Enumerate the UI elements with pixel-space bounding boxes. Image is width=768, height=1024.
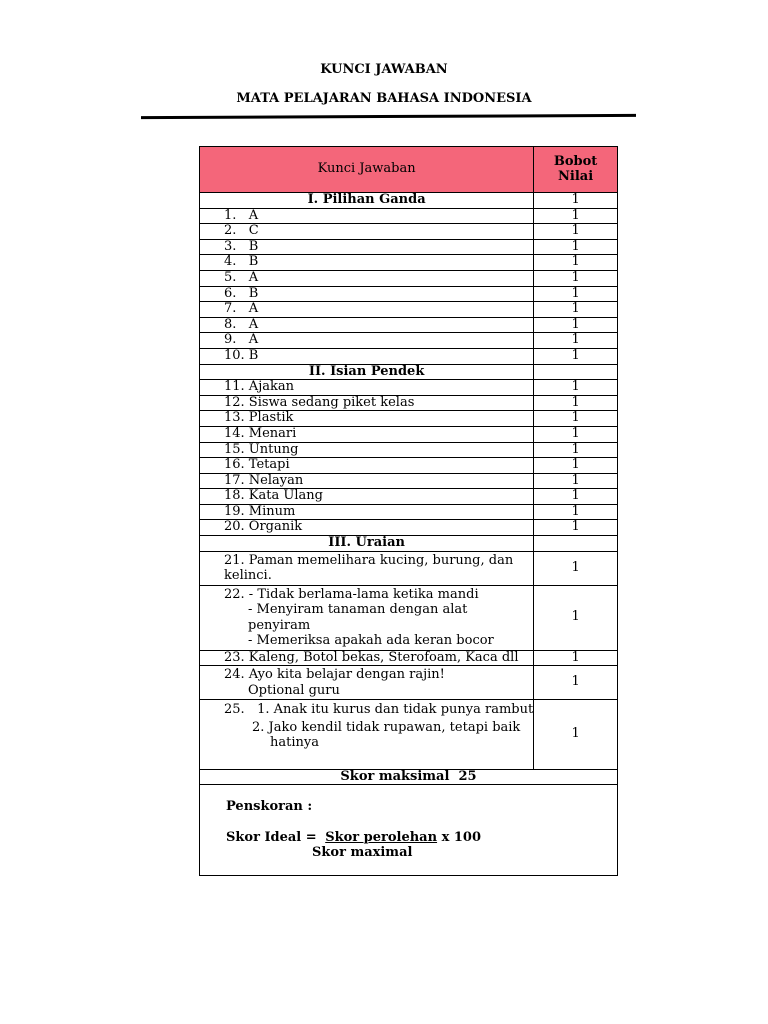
table-header-row (200, 147, 618, 193)
answer-cell: 16. Tetapi (200, 458, 534, 474)
scoring-denominator: Skor maximal (312, 845, 413, 861)
score-cell: 1 (534, 551, 618, 585)
answer-line: 21. Paman memelihara kucing, burung, dan (224, 552, 514, 568)
answer-cell: 3. B (200, 239, 534, 255)
answer-cell: 6. B (200, 286, 534, 302)
answer-cell: 10. B (200, 348, 534, 364)
scoring-numerator: Skor perolehan (325, 829, 438, 845)
score-cell: 1 (534, 426, 618, 442)
answer-cell: 20. Organik (200, 520, 534, 536)
score-cell: 1 (534, 224, 618, 240)
answer-cell: 13. Plastik (200, 411, 534, 427)
scoring-formula (226, 830, 617, 846)
answer-cell (200, 551, 534, 585)
section-header-row (200, 364, 618, 380)
table-row (200, 286, 618, 302)
score-cell: 1 (534, 504, 618, 520)
answer-line: - Memeriksa apakah ada keran bocor (248, 633, 494, 649)
score-cell: 1 (534, 380, 618, 396)
table-row (200, 666, 618, 700)
score-cell: 1 (534, 270, 618, 286)
answer-line: 22. - Tidak berlama-lama ketika mandi (224, 586, 479, 602)
answer-cell: 9. A (200, 333, 534, 349)
table-row (200, 317, 618, 333)
column-header-answer: Kunci Jawaban (200, 147, 534, 193)
score-cell: 1 (534, 650, 618, 666)
max-score: Skor maksimal 25 (200, 769, 618, 785)
score-cell: 1 (534, 473, 618, 489)
score-cell: 1 (534, 348, 618, 364)
table-row (200, 380, 618, 396)
score-cell: 1 (534, 317, 618, 333)
answer-line: 2. Jako kendil tidak rupawan, tetapi baik (252, 719, 521, 735)
table-row (200, 520, 618, 536)
score-cell: 1 (534, 286, 618, 302)
answer-line: kelinci. (224, 568, 272, 584)
table-row (200, 224, 618, 240)
score-cell: 1 (534, 255, 618, 271)
score-cell: 1 (534, 442, 618, 458)
score-cell: 1 (534, 395, 618, 411)
answer-cell: 17. Nelayan (200, 473, 534, 489)
table-row (200, 239, 618, 255)
section-header-row (200, 536, 618, 552)
scoring-heading: Penskoran : (226, 799, 313, 815)
score-cell: 1 (534, 208, 618, 224)
score-cell: 1 (534, 333, 618, 349)
answer-cell (200, 666, 534, 700)
score-cell: 1 (534, 489, 618, 505)
table-row (200, 504, 618, 520)
answer-cell: 5. A (200, 270, 534, 286)
answer-key-table (199, 146, 618, 876)
table-row (200, 473, 618, 489)
answer-line: - Menyiram tanaman dengan alat penyiram (248, 602, 468, 633)
table-row (200, 442, 618, 458)
score-cell: 1 (534, 302, 618, 318)
table-row (200, 333, 618, 349)
score-cell: 1 (534, 700, 618, 770)
answer-cell: 12. Siswa sedang piket kelas (200, 395, 534, 411)
table-row (200, 700, 618, 770)
score-cell: 1 (534, 666, 618, 700)
scoring-row (200, 785, 618, 876)
document-title: KUNCI JAWABAN (320, 62, 448, 77)
scoring-label: Skor Ideal = (226, 829, 317, 845)
score-cell: 1 (534, 458, 618, 474)
answer-line: Optional guru (248, 682, 340, 698)
table-row (200, 585, 618, 650)
table-row (200, 426, 618, 442)
answer-cell: 11. Ajakan (200, 380, 534, 396)
section-title-isian-pendek: II. Isian Pendek (200, 364, 534, 380)
answer-cell: 8. A (200, 317, 534, 333)
section-score: 1 (534, 193, 618, 209)
table-row (200, 302, 618, 318)
answer-cell (200, 585, 534, 650)
footer-row (200, 769, 618, 785)
answer-cell: 19. Minum (200, 504, 534, 520)
table-row (200, 489, 618, 505)
table-row (200, 348, 618, 364)
answer-line: hatinya (270, 735, 319, 751)
scoring-multiplier: x 100 (437, 829, 482, 845)
answer-line: 24. Ayo kita belajar dengan rajin! (224, 667, 445, 683)
section-score (534, 536, 618, 552)
table-row (200, 208, 618, 224)
section-title-pilihan-ganda: I. Pilihan Ganda (200, 193, 534, 209)
answer-cell: 18. Kata Ulang (200, 489, 534, 505)
answer-cell: 7. A (200, 302, 534, 318)
section-header-row (200, 193, 618, 209)
answer-cell: 23. Kaleng, Botol bekas, Sterofoam, Kaca dll (200, 650, 534, 666)
table-row (200, 411, 618, 427)
table-row (200, 255, 618, 271)
table-row (200, 551, 618, 585)
table-row (200, 270, 618, 286)
answer-cell: 2. C (200, 224, 534, 240)
document-subtitle: MATA PELAJARAN BAHASA INDONESIA (236, 91, 532, 106)
answer-cell: 14. Menari (200, 426, 534, 442)
table-row (200, 395, 618, 411)
score-cell: 1 (534, 239, 618, 255)
score-cell: 1 (534, 411, 618, 427)
score-cell: 1 (534, 520, 618, 536)
section-title-uraian: III. Uraian (200, 536, 534, 552)
answer-cell: 1. A (200, 208, 534, 224)
answer-cell: 4. B (200, 255, 534, 271)
answer-cell: 15. Untung (200, 442, 534, 458)
table-row (200, 650, 618, 666)
section-score (534, 364, 618, 380)
column-header-score: Bobot Nilai (534, 147, 618, 193)
answer-cell (200, 700, 534, 770)
title-divider (141, 114, 636, 119)
table-row (200, 458, 618, 474)
score-cell: 1 (534, 585, 618, 650)
answer-line: 25. 1. Anak itu kurus dan tidak punya rambut (224, 702, 534, 718)
scoring-cell (200, 785, 618, 876)
